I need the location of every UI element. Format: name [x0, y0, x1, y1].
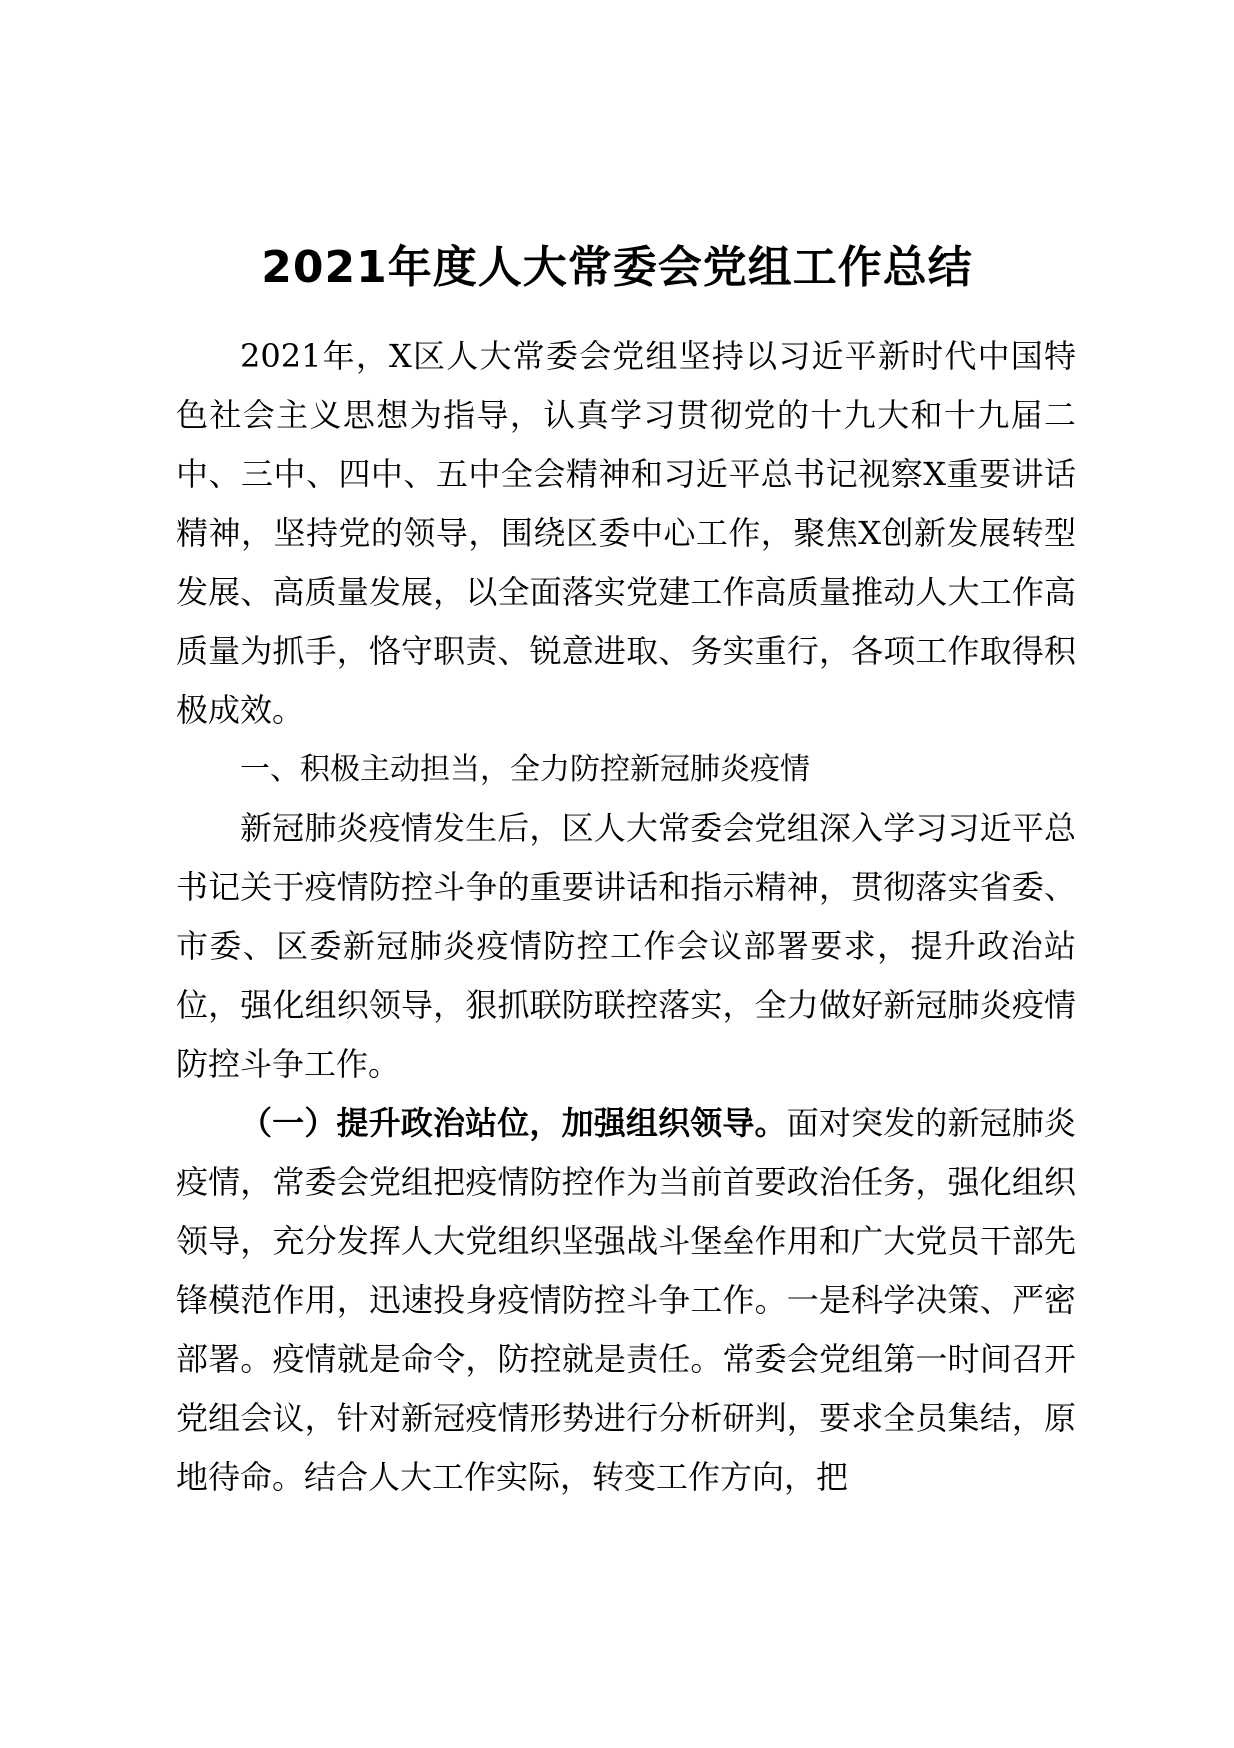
section-paragraph: 新冠肺炎疫情发生后，区人大常委会党组深入学习习近平总书记关于疫情防控斗争的重要讲话和指示精神，贯彻落实省委、市委、区委新冠肺炎疫情防控工作会议部署要求，提升政治站位，强化组织领导，狠抓联防联控落实，全力做好新冠肺炎疫情防控斗争工作。	[176, 809, 1076, 1083]
document-title: 2021年度人大常委会党组工作总结	[261, 242, 973, 293]
subsection-paragraph	[176, 1094, 1076, 1507]
section-heading: 一、积极主动担当，全力防控新冠肺炎疫情	[240, 752, 810, 787]
document-body	[176, 327, 1076, 1507]
subsection-body: 面对突发的新冠肺炎疫情，常委会党组把疫情防控作为当前首要政治任务，强化组织领导，充分发挥人大党组织坚强战斗堡垒作用和广大党员干部先锋模范作用，迅速投身疫情防控斗争工作。一是科学决策、严密部署。疫情就是命令，防控就是责任。常委会党组第一时间召开党组会议，针对新冠疫情形势进行分析研判，要求全员集结，原地待命。结合人大工作实际，转变工作方向，把	[176, 1104, 1076, 1496]
subsection-lead: （一）提升政治站位，加强组织领导。	[240, 1104, 787, 1142]
intro-paragraph: 2021年，X区人大常委会党组坚持以习近平新时代中国特色社会主义思想为指导，认真学习贯彻党的十九大和十九届二中、三中、四中、五中全会精神和习近平总书记视察X重要讲话精神，坚持党的领导，围绕区委中心工作，聚焦X创新发展转型发展、高质量发展，以全面落实党建工作高质量推动人大工作高质量为抓手，恪守职责、锐意进取、务实重行，各项工作取得积极成效。	[176, 337, 1076, 729]
